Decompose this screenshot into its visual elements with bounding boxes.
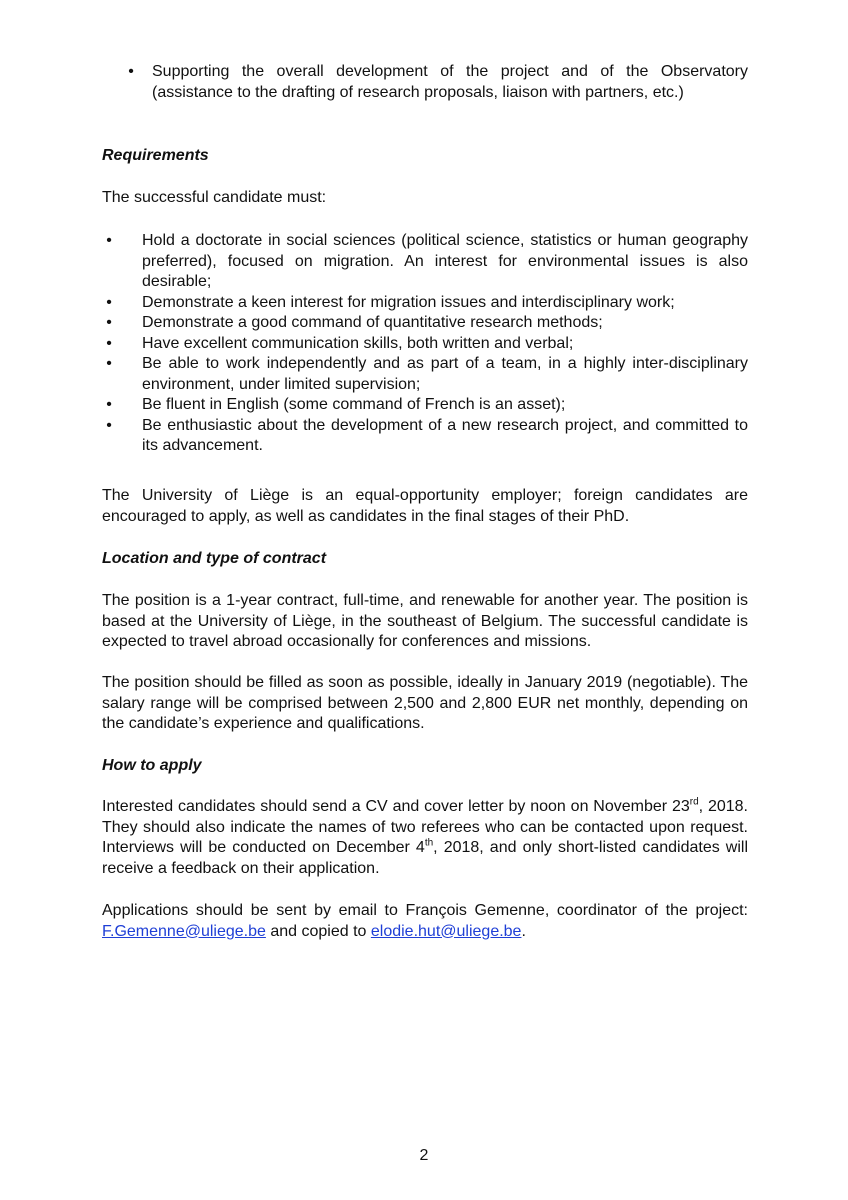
list-item: • Hold a doctorate in social sciences (political science, statistics or human geography preferred), focused on migration. An interest for environmental issues is also desirable; [102, 231, 748, 293]
bullet-icon: • [106, 314, 112, 331]
bullet-icon: • [106, 334, 112, 352]
requirements-list [102, 231, 748, 457]
apply-paragraph-1: Interested candidates should send a CV and cover letter by noon on November 23rd, 2018. They should also indicate the names of two referees who can be contacted upon request. Interviews will be conducted on December 4th, 2018, and only short-listed candidates will receive a feedback on their application. [102, 796, 749, 877]
bullet-icon: • [106, 416, 112, 434]
list-item-text: Supporting the overall development of the project and of the Observatory (assistance to the drafting of research proposals, liaison with partners, etc.) [152, 63, 748, 101]
apply-heading: How to apply [102, 757, 202, 774]
intro-list [102, 62, 748, 103]
bullet-icon: • [106, 355, 112, 372]
list-item: • Have excellent communication skills, both written and verbal; [102, 334, 748, 355]
email-link-hut[interactable]: elodie.hut@uliege.be [370, 922, 522, 940]
bullet-icon: • [106, 232, 112, 249]
requirements-heading: Requirements [102, 147, 209, 164]
list-item: • Be fluent in English (some command of French is an asset); [102, 395, 748, 416]
list-item: • Demonstrate a good command of quantitative research methods; [102, 313, 748, 334]
requirements-lead: The successful candidate must: [102, 189, 327, 206]
list-item: • Be able to work independently and as part of a team, in a highly inter-disciplinary environment, under limited supervision; [102, 354, 748, 395]
equal-opportunity-paragraph: The University of Liège is an equal-opportunity employer; foreign candidates are encouraged to apply, as well as candidates in the final stages of their PhD. [102, 487, 748, 525]
list-item [102, 62, 748, 103]
bullet-icon: • [106, 396, 112, 413]
page-number: 2 [419, 1147, 429, 1164]
location-paragraph-2: The position should be filled as soon as possible, ideally in January 2019 (negotiable). The salary range will be comprised between 2,500 and 2,800 EUR net monthly, depending on the candidate’s experience and qualifications. [102, 674, 748, 732]
email-link-gemenne[interactable]: F.Gemenne@uliege.be [102, 922, 266, 940]
location-paragraph-1: The position is a 1-year contract, full-time, and renewable for another year. The position is based at the University of Liège, in the southeast of Belgium. The successful candidate is expected to travel abroad occasionally for conferences and missions. [102, 592, 748, 650]
apply-paragraph-2: Applications should be sent by email to François Gemenne, coordinator of the project: F.Gemenne@uliege.be and copied to elodie.hut@uliege.be. [102, 902, 748, 940]
bullet-icon: • [106, 293, 112, 311]
location-heading: Location and type of contract [102, 550, 327, 567]
list-item: • Be enthusiastic about the development of a new research project, and committed to its advancement. [102, 416, 748, 457]
list-item: • Demonstrate a keen interest for migration issues and interdisciplinary work; [102, 293, 748, 314]
bullet-icon: • [128, 63, 134, 80]
